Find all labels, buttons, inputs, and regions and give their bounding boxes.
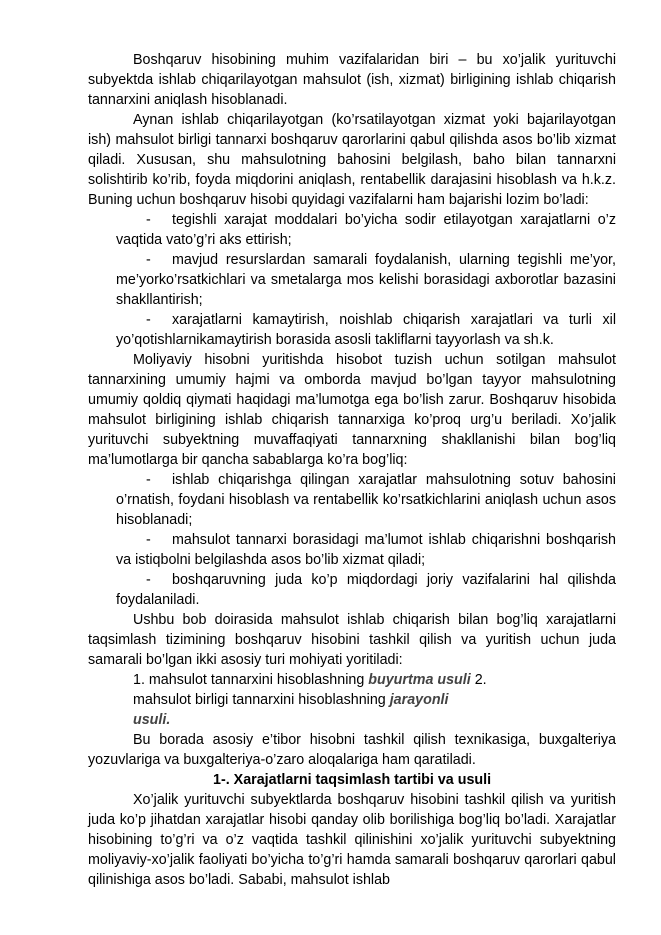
- list-dash: -: [146, 312, 151, 328]
- list-item-text: ishlab chiqarishga qilingan xarajatlar mahsulotning sotuv bahosini o’rnatish, foydani hisoblash va rentabellik ko’rsatkichlarini aniqlash uchun asos hisoblanadi;: [116, 472, 616, 528]
- document-page: [88, 50, 616, 890]
- method-line-3: [88, 710, 616, 730]
- list-item: [88, 470, 616, 530]
- list-item: [88, 310, 616, 350]
- list-item: [88, 530, 616, 570]
- list-dash: -: [146, 532, 151, 548]
- list-item-text: boshqaruvning juda ko’p miqdordagi joriy vazifalarini hal qilishda foydalaniladi.: [116, 572, 616, 608]
- method-line-2: [88, 690, 616, 710]
- list-item-text: tegishli xarajat moddalari bo’yicha sodir etilayotgan xarajatlarni o’z vaqtida vato’g’ri aks ettirish;: [116, 212, 616, 248]
- list-dash: -: [146, 472, 151, 488]
- method-name-order: buyurtma usuli: [368, 672, 471, 688]
- paragraph-5: Bu borada asosiy e’tibor hisobni tashkil qilish texnikasiga, buxgalteriya yozuvlariga va buxgalteriya-o’zaro aloqalariga ham qaratiladi.: [88, 732, 616, 768]
- paragraph-1: Boshqaruv hisobining muhim vazifalaridan biri – bu xo’jalik yurituvchi subyektda ishlab chiqarilayotgan mahsulot (ish, xizmat) birligining ishlab chiqarish tannarxini aniqlash hisoblanadi.: [88, 52, 616, 108]
- list-item: [88, 210, 616, 250]
- method-text: 1. mahsulot tannarxini hisoblashning: [133, 672, 369, 688]
- list-item-text: mavjud resurslardan samarali foydalanish, ularning tegishli me’yor, me’yorko’rsatkichlari va smetalarga mos kelishi borasidagi axborotlar bazasini shakllantirish;: [116, 252, 616, 308]
- list-item-text: mahsulot tannarxi borasidagi ma’lumot ishlab chiqarishni boshqarish va istiqbolni belgilashda asos bo’lib xizmat qiladi;: [116, 532, 616, 568]
- method-name-process: jarayonli: [389, 692, 449, 708]
- paragraph-4: Ushbu bob doirasida mahsulot ishlab chiqarish bilan bog’liq xarajatlarni taqsimlash tizimining boshqaruv hisobini tashkil qilish va yuritish uchun juda samarali bo’lgan ikki asosiy turi mohiyati yoritiladi:: [88, 612, 616, 668]
- list-dash: -: [146, 212, 151, 228]
- method-text: mahsulot birligi tannarxini hisoblashning: [133, 692, 390, 708]
- method-number: 2.: [470, 672, 487, 688]
- paragraph-3: Moliyaviy hisobni yuritishda hisobot tuzish uchun sotilgan mahsulot tannarxining umumiy hajmi va omborda mavjud bo’lgan tayyor mahsulotning umumiy qoldiq qiymati haqidagi ma’lumotga ega bo’lish zarur. Boshqaruv hisobida mahsulot birligining ishlab chiqarish tannarxiga ko’proq urg’u beriladi. Xo’jalik yurituvchi subyektning muvaffaqiyati tannarxning shakllanishi bilan bog’liq ma’lumotlarga bir qancha sabablarga ko’ra bog’liq:: [88, 352, 616, 468]
- paragraph-6: Xo’jalik yurituvchi subyektlarda boshqaruv hisobini tashkil qilish va yuritish juda ko’p jihatdan xarajatlar hisobi qanday olib borilishiga bog’liq bo’ladi. Xarajatlar hisobining to’g’ri va o’z vaqtida tashkil qilinishini xo’jalik yurituvchi subyektning moliyaviy-xo’jalik faoliyati bo’yicha to’g’ri hamda samarali boshqaruv qarorlari qabul qilinishiga asos bo’ladi. Sababi, mahsulot ishlab: [88, 792, 616, 888]
- method-name-suffix: usuli.: [133, 712, 171, 728]
- list-dash: -: [146, 252, 151, 268]
- list-item-text: xarajatlarni kamaytirish, noishlab chiqarish xarajatlari va turli xil yo’qotishlarnikamaytirish borasida asosli takliflarni tayyorlash va sh.k.: [116, 312, 616, 348]
- list-dash: -: [146, 572, 151, 588]
- list-item: [88, 570, 616, 610]
- method-line-1: [88, 670, 616, 690]
- list-item: [88, 250, 616, 310]
- paragraph-2: Aynan ishlab chiqarilayotgan (ko’rsatilayotgan xizmat yoki bajarilayotgan ish) mahsulot birligi tannarxi boshqaruv qarorlarini qabul qilishda asos bo’lib xizmat qiladi. Xususan, shu mahsulotning bahosini belgilash, baho bilan tannarxni solishtirib ko’rib, foyda miqdorini aniqlash, rentabellik darajasini hisoblash va h.k.z. Buning uchun boshqaruv hisobi quyidagi vazifalarni ham bajarishi lozim bo’ladi:: [88, 112, 616, 208]
- section-heading: 1-. Xarajatlarni taqsimlash tartibi va usuli: [213, 772, 492, 788]
